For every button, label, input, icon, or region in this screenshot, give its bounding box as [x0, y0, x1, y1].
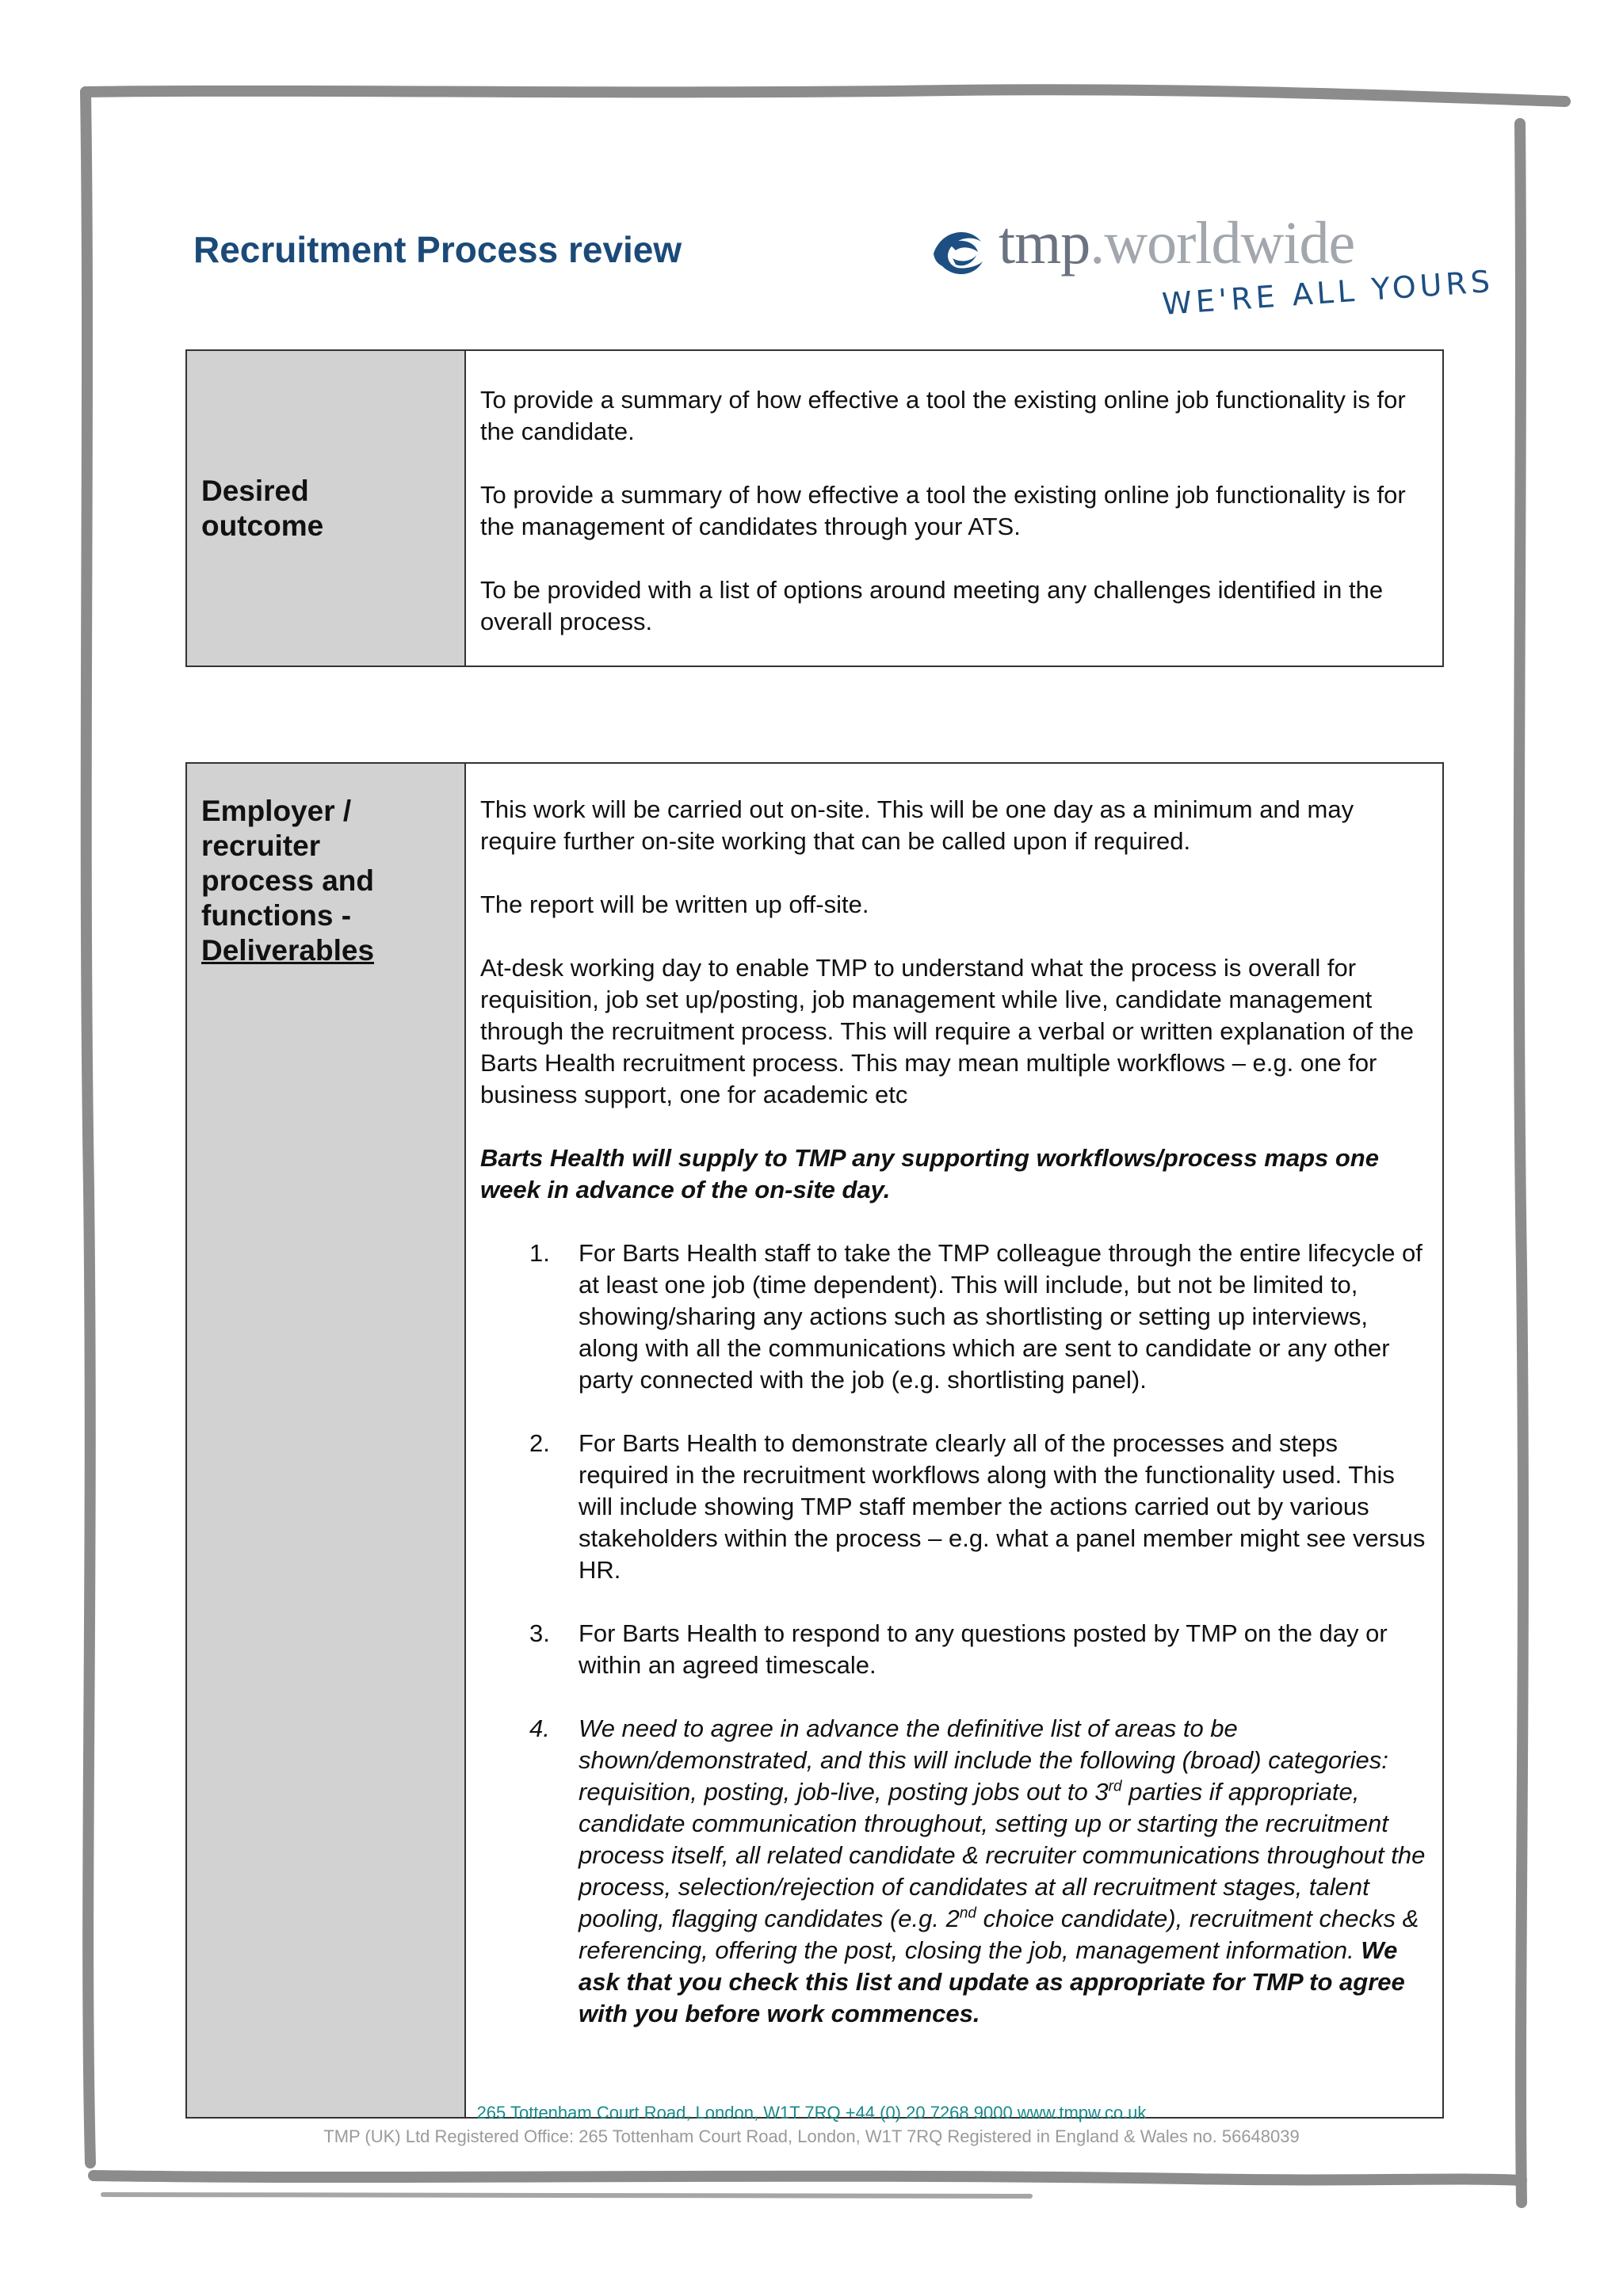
deliverables-list — [480, 1238, 1426, 2030]
list-item-text-part-2: parties if appropriate, candidate communication throughout, setting up or starting the recruitment process itself, all related candidate & recruiter communications throughout the process, selection/rejection of candidates at all recruitment stages, talent pooling, flagging candidates (e.g. 2 — [579, 1778, 1426, 1932]
tmp-worldwide-logo — [926, 210, 1495, 341]
list-item-number: 2. — [529, 1429, 550, 1457]
deliverables-supply-note: Barts Health will supply to TMP any supporting workflows/process maps one week in advance of the on-site day. — [480, 1144, 1379, 1203]
list-item — [480, 1713, 1426, 2030]
deliverables-label-line-1: Employer / — [201, 795, 352, 827]
list-item-text: For Barts Health staff to take the TMP colleague through the entire lifecycle of at least one job (time dependent). This will include, but not be limited to, showing/sharing any actions such as shortlisting or setting up interviews, along with all the communications which are sent to candidate or any other party connected with the job (e.g. shortlisting panel). — [579, 1239, 1423, 1394]
deliverables-paragraph-2: The report will be written up off-site. — [480, 891, 869, 918]
ordinal-superscript-rd: rd — [1108, 1778, 1122, 1795]
logo-wordmark — [999, 209, 1354, 278]
footer-address: 265 Tottenham Court Road, London, W1T 7RQ +44 (0) 20 7268 9000 www.tmpw.co.uk — [476, 2103, 1147, 2122]
outcome-paragraph-3: To be provided with a list of options around meeting any challenges identified in the overall process. — [480, 576, 1384, 635]
deliverables-label-cell — [186, 763, 465, 2118]
desired-outcome-content — [465, 350, 1443, 666]
list-item — [480, 1238, 1426, 1396]
desired-outcome-label-cell — [186, 350, 465, 666]
tmp-swirl-icon — [926, 222, 989, 285]
list-item-number: 4. — [529, 1714, 550, 1742]
deliverables-content — [465, 763, 1443, 2118]
list-item-text: For Barts Health to demonstrate clearly all of the processes and steps required in the recruitment workflows along with the functionality used. This will include showing TMP staff member the actions carried out by various stakeholders within the process – e.g. what a panel member might see versus HR. — [579, 1429, 1426, 1584]
ordinal-superscript-nd: nd — [959, 1905, 976, 1922]
list-item-bold-request: We ask that you check this list and update as appropriate for TMP to agree with you before work commences. — [579, 1936, 1405, 2027]
footer-registered-office: TMP (UK) Ltd Registered Office: 265 Tottenham Court Road, London, W1T 7RQ Registered in England & Wales no. 56648039 — [323, 2126, 1300, 2146]
deliverables-paragraph-3: At-desk working day to enable TMP to understand what the process is overall for requisition, job set up/posting, job management while live, candidate management through the recruitment process. This will require a verbal or written explanation of the Barts Health recruitment process. This may mean multiple workflows – e.g. one for business support, one for academic etc — [480, 954, 1415, 1108]
page-title: Recruitment Process review — [193, 229, 682, 270]
logo-domain: .worldwide — [1090, 210, 1355, 277]
list-item-text: For Barts Health to respond to any questions posted by TMP on the day or within an agreed timescale. — [579, 1619, 1388, 1679]
list-item — [480, 1618, 1426, 1681]
outcome-paragraph-2: To provide a summary of how effective a tool the existing online job functionality is for the management of candidates through your ATS. — [480, 481, 1406, 540]
deliverables-label-line-4: functions - — [201, 899, 352, 932]
deliverables-label-line-2: recruiter — [201, 830, 321, 862]
logo-tagline: WE'RE ALL YOURS — [1160, 263, 1495, 322]
list-item-text-part-1: We need to agree in advance the definitive list of areas to be shown/demonstrated, and this will include the following (broad) categories: requisition, posting, job-live, posting jobs out to 3 — [579, 1714, 1388, 1806]
deliverables-table — [185, 762, 1444, 2119]
deliverables-label-line-3: process and — [201, 864, 374, 897]
logo-brand: tmp — [999, 210, 1090, 277]
deliverables-label-underlined: Deliverables — [201, 934, 375, 967]
list-item — [480, 1428, 1426, 1586]
desired-outcome-label: Desired outcome — [201, 474, 324, 542]
deliverables-paragraph-1: This work will be carried out on-site. This will be one day as a minimum and may require further on-site working that can be called upon if required. — [480, 795, 1354, 855]
outcome-paragraph-1: To provide a summary of how effective a tool the existing online job functionality is for the candidate. — [480, 386, 1406, 445]
list-item-number: 3. — [529, 1619, 550, 1647]
desired-outcome-table — [185, 349, 1444, 667]
list-item-number: 1. — [529, 1239, 550, 1267]
list-item-text-part-3: choice candidate), recruitment checks & referencing, offering the post, closing the job, management information. — [579, 1905, 1419, 1964]
